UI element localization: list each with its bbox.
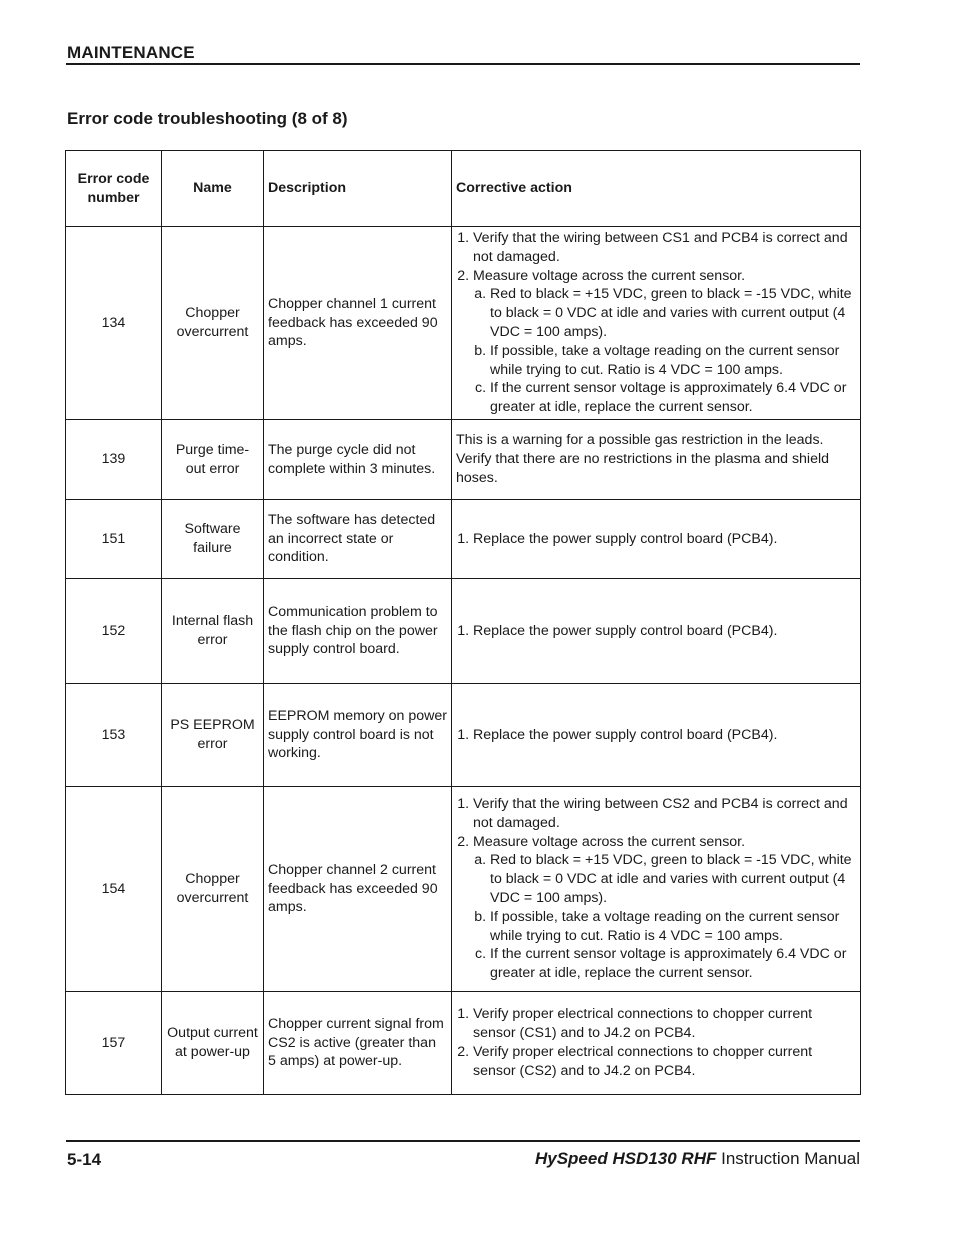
action-steps-list [456,1005,856,1080]
error-name-cell: Output current at power-up [162,992,264,1095]
table-row [66,579,861,684]
error-name-cell: PS EEPROM error [162,684,264,787]
error-code-cell: 157 [66,992,162,1095]
error-code-cell: 152 [66,579,162,684]
action-substep: b. If possible, take a voltage reading on the current sensor while trying to cut. Ratio is 4 VDC = 100 amps. [490,342,856,380]
description-cell: Chopper current signal from CS2 is active (greater than 5 amps) at power-up. [264,992,452,1095]
error-name-cell: Internal flash error [162,579,264,684]
action-step-text: Measure voltage across the current sensor. [473,267,746,284]
description-cell: Chopper channel 2 current feedback has exceeded 90 amps. [264,787,452,992]
action-steps-list [456,622,856,641]
error-name-cell: Chopper overcurrent [162,227,264,420]
table-row [66,787,861,992]
action-step-text: Verify proper electrical connections to chopper current sensor (CS2) and to J4.2 on PCB4. [473,1044,813,1079]
action-substeps-list [473,851,856,983]
table-header-row [66,151,861,227]
action-steps-list [456,229,856,417]
error-code-table [65,150,861,1095]
action-steps-list [456,726,856,745]
action-step [473,267,856,417]
action-step [473,795,856,833]
error-name-cell: Purge time-out error [162,420,264,500]
action-step-text: Replace the power supply control board (PCB4). [473,622,778,639]
action-step [473,833,856,983]
action-substep: b. If possible, take a voltage reading on the current sensor while trying to cut. Ratio is 4 VDC = 100 amps. [490,908,856,946]
table-row [66,227,861,420]
description-cell: Communication problem to the flash chip on the power supply control board. [264,579,452,684]
corrective-action-cell [452,227,861,420]
action-step [473,726,856,745]
action-step [473,229,856,267]
header-rule [66,63,860,65]
action-step-text: Replace the power supply control board (PCB4). [473,530,778,547]
description-cell: Chopper channel 1 current feedback has exceeded 90 amps. [264,227,452,420]
corrective-action-cell [452,787,861,992]
action-steps-list [456,795,856,983]
table-row [66,420,861,500]
action-step-text: Verify that the wiring between CS2 and PCB4 is correct and not damaged. [473,796,848,831]
description-cell: EEPROM memory on power supply control board is not working. [264,684,452,787]
action-step-text: Verify proper electrical connections to chopper current sensor (CS1) and to J4.2 on PCB4. [473,1006,813,1042]
error-code-cell: 134 [66,227,162,420]
error-code-cell: 139 [66,420,162,500]
action-substep: a. Red to black = +15 VDC, green to black = -15 VDC, white to black = 0 VDC at idle and varies with current output (4 VDC = 100 amps). [490,285,856,341]
action-step [473,1043,856,1081]
action-substep: c. If the current sensor voltage is approximately 6.4 VDC or greater at idle, replace the current sensor. [490,945,856,983]
footer-rule [66,1140,860,1142]
action-step-text: Verify that the wiring between CS1 and PCB4 is correct and not damaged. [473,230,848,265]
page-title: Error code troubleshooting (8 of 8) [67,109,348,128]
error-code-cell: 153 [66,684,162,787]
corrective-action-cell [452,579,861,684]
table-row [66,684,861,787]
corrective-action-cell [452,992,861,1095]
action-substep: a. Red to black = +15 VDC, green to black = -15 VDC, white to black = 0 VDC at idle and varies with current output (4 VDC = 100 amps). [490,851,856,907]
error-code-cell: 154 [66,787,162,992]
action-step [473,530,856,549]
action-step [473,622,856,641]
error-name-cell: Software failure [162,500,264,579]
error-name-cell: Chopper overcurrent [162,787,264,992]
action-substep: c. If the current sensor voltage is approximately 6.4 VDC or greater at idle, replace the current sensor. [490,379,856,417]
column-header-error-code: Error code number [66,151,162,227]
table-row [66,500,861,579]
product-name: HySpeed HSD130 RHF [534,1149,717,1168]
doc-type: Instruction Manual [721,1149,860,1168]
manual-title [535,1149,860,1169]
action-substeps-list [473,285,856,417]
column-header-corrective-action: Corrective action [452,151,861,227]
description-cell: The purge cycle did not complete within 3 minutes. [264,420,452,500]
table-row [66,992,861,1095]
column-header-name: Name [162,151,264,227]
section-header: MAINTENANCE [67,43,195,62]
corrective-action-cell [452,500,861,579]
action-steps-list [456,530,856,549]
action-step-text: Replace the power supply control board (PCB4). [473,726,778,743]
page-number: 5-14 [67,1150,102,1169]
action-step [473,1005,856,1043]
action-step-text: Measure voltage across the current sensor. [473,833,746,850]
corrective-action-cell [452,684,861,787]
column-header-description: Description [264,151,452,227]
corrective-action-cell: This is a warning for a possible gas restriction in the leads. Verify that there are no restrictions in the plasma and shield hoses. [452,420,861,500]
error-code-cell: 151 [66,500,162,579]
description-cell: The software has detected an incorrect state or condition. [264,500,452,579]
